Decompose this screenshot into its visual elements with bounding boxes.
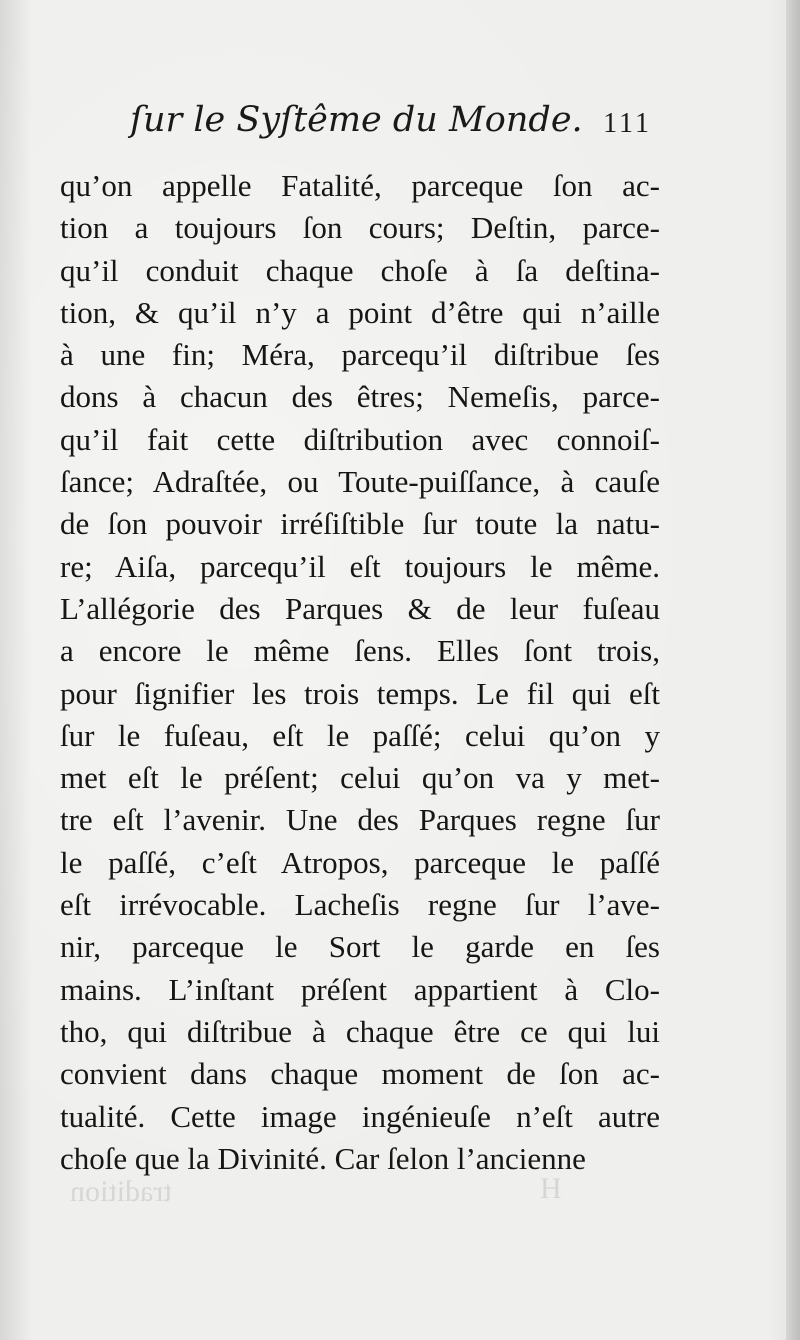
page-number: 111 bbox=[603, 108, 652, 139]
text-line: qu’il conduit chaque choſe à ſa deſtina- bbox=[60, 252, 660, 288]
text-line: mains. L’inſtant préſent appartient à Clo- bbox=[60, 971, 660, 1007]
text-line: L’allégorie des Parques & de leur fuſeau bbox=[60, 590, 660, 626]
text-line: tre eſt l’avenir. Une des Parques regne ſur bbox=[60, 802, 660, 838]
text-line: convient dans chaque moment de ſon ac- bbox=[60, 1056, 660, 1092]
text-line: tion a toujours ſon cours; Deſtin, parce- bbox=[60, 210, 660, 246]
text-line: tualité. Cette image ingénieuſe n’eſt autre bbox=[60, 1098, 660, 1134]
page-edge bbox=[786, 0, 800, 1340]
text-line: de ſon pouvoir irréſiſtible ſur toute la natu- bbox=[60, 506, 660, 542]
text-line: ſance; Adraſtée, ou Toute-puiſſance, à cauſe bbox=[60, 464, 660, 500]
text-line: tho, qui diſtribue à chaque être ce qui lui bbox=[60, 1013, 660, 1049]
text-line: qu’on appelle Fatalité, parceque ſon ac- bbox=[60, 168, 660, 203]
text-line: a encore le même ſens. Elles ſont trois, bbox=[60, 633, 660, 669]
text-line: eſt irrévocable. Lacheſis regne ſur l’ave- bbox=[60, 887, 660, 923]
text-line: choſe que la Divinité. Car ſelon l’ancienne bbox=[60, 1140, 586, 1176]
text-line: dons à chacun des êtres; Nemeſis, parce- bbox=[60, 379, 660, 415]
body-text bbox=[60, 165, 660, 1180]
text-line: à une fin; Méra, parcequ’il diſtribue ſes bbox=[60, 337, 660, 373]
text-line: met eſt le préſent; celui qu’on va y met- bbox=[60, 760, 660, 796]
text-line: qu’il fait cette diſtribution avec connoiſ- bbox=[60, 421, 660, 457]
text-line: pour ſignifier les trois temps. Le fil qui eſt bbox=[60, 675, 660, 711]
text-line: ſur le fuſeau, eſt le paſſé; celui qu’on y bbox=[60, 717, 660, 753]
text-line: nir, parceque le Sort le garde en ſes bbox=[60, 929, 660, 965]
show-through-catchword: tradition bbox=[70, 1175, 172, 1208]
page-header bbox=[130, 100, 660, 156]
text-line: tion, & qu’il n’y a point d’être qui n’aille bbox=[60, 294, 660, 330]
text-line: re; Aiſa, parcequ’il eſt toujours le même. bbox=[60, 548, 660, 584]
text-line: le paſſé, c’eſt Atropos, parceque le paſſé bbox=[60, 844, 660, 880]
show-through-signature: H bbox=[540, 1172, 562, 1205]
running-title: ſur le Syſtême du Monde. bbox=[130, 100, 583, 140]
